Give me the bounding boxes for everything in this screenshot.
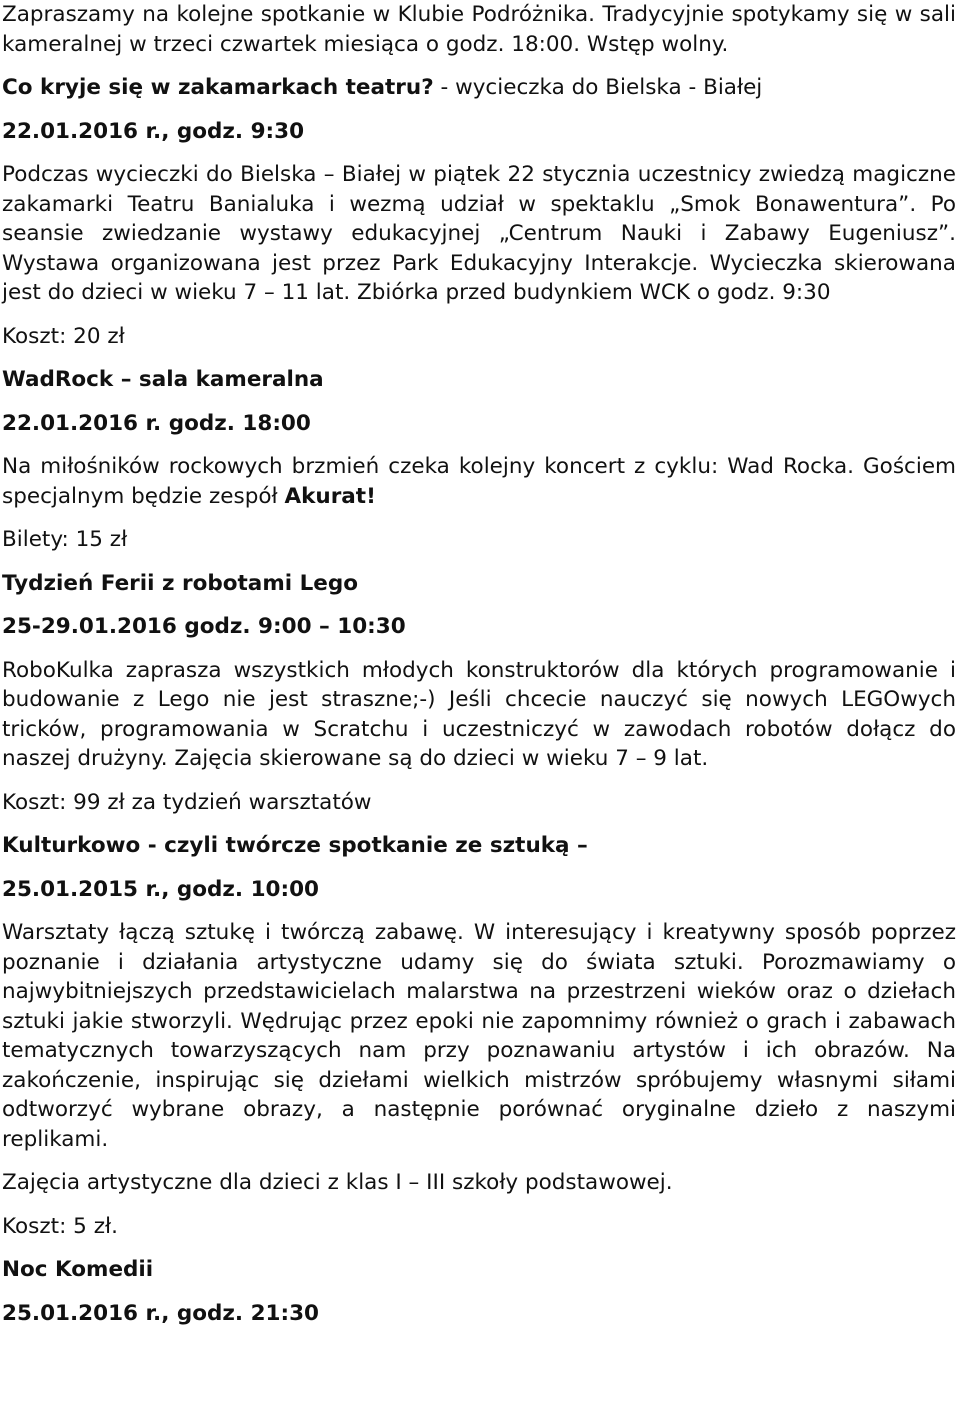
event2-date: 22.01.2016 r. godz. 18:00 <box>2 410 311 436</box>
event2-cost: Bilety: 15 zł <box>2 527 128 552</box>
event2-description <box>2 452 956 511</box>
event4-audience: Zajęcia artystyczne dla dzieci z klas I – III szkoły podstawowej. <box>2 1170 673 1195</box>
event5-date: 25.01.2016 r., godz. 21:30 <box>2 1300 320 1326</box>
event2-title: WadRock – sala kameralna <box>2 367 324 392</box>
event2-guest: Akurat! <box>284 483 376 509</box>
event4-title: Kulturkowo - czyli twórcze spotkanie ze sztuką – <box>2 833 588 858</box>
event1-description: Podczas wycieczki do Bielska – Białej w piątek 22 stycznia uczestnicy zwiedzą magiczne zakamarki Teatru Banialuka i wezmą udział w spektaklu „Smok Bonawentura”. Po seansie zwiedzanie wystawy edukacyjnej „Centrum Nauki i Zabawy Eugeniusz”. Wystawa organizowana jest przez Park Edukacyjny Interakcje. Wycieczka skierowana jest do dzieci w wieku 7 – 11 lat. Zbiórka przed budynkiem WCK o godz. 9:30 <box>2 162 956 305</box>
event3-date: 25-29.01.2016 godz. 9:00 – 10:30 <box>2 614 406 639</box>
event1-title <box>2 73 956 103</box>
event4-date: 25.01.2015 r., godz. 10:00 <box>2 876 320 902</box>
event2-description-text: Na miłośników rockowych brzmień czeka kolejny koncert z cyklu: Wad Rocka. Gościem specjalnym będzie zespół <box>2 454 956 509</box>
event5-title: Noc Komedii <box>2 1257 154 1282</box>
event1-title-rest: - wycieczka do Bielska - Białej <box>433 75 763 100</box>
intro-paragraph: Zapraszamy na kolejne spotkanie w Klubie Podróżnika. Tradycyjnie spotykamy się w sali kameralnej w trzeci czwartek miesiąca o godz. 18:00. Wstęp wolny. <box>2 2 956 57</box>
event3-title: Tydzień Ferii z robotami Lego <box>2 570 359 596</box>
event3-cost: Koszt: 99 zł za tydzień warsztatów <box>2 789 372 815</box>
event1-cost: Koszt: 20 zł <box>2 323 125 349</box>
event1-title-main: Co kryje się w zakamarkach teatru? <box>2 75 434 100</box>
event4-cost: Koszt: 5 zł. <box>2 1213 118 1239</box>
event1-date: 22.01.2016 r., godz. 9:30 <box>2 118 305 144</box>
event4-description: Warsztaty łączą sztukę i twórczą zabawę. W interesujący i kreatywny sposób poprzez poznanie i działania artystyczne udamy się do świata sztuki. Porozmawiamy o najwybitniejszych przedstawicielach malarstwa na przestrzeni wieków oraz o dziełach sztuki jakie stworzyli. Wędrując przez epoki nie zapomnimy również o grach i zabawach tematycznych towarzyszących nam przy poznawaniu artystów i ich obrazów. Na zakończenie, inspirując się dziełami wielkich mistrzów spróbujemy własnymi siłami odtworzyć wybrane obrazy, a następnie porównać oryginalne dzieło z naszymi replikami. <box>2 920 956 1152</box>
event3-description: RoboKulka zaprasza wszystkich młodych konstruktorów dla których programowanie i budowanie z Lego nie jest straszne;-) Jeśli chcecie nauczyć się nowych LEGOwych tricków, programowania w Scratchu i uczestniczyć w zawodach robotów dołącz do naszej drużyny. Zajęcia skierowane są do dzieci w wieku 7 – 9 lat. <box>2 657 956 771</box>
